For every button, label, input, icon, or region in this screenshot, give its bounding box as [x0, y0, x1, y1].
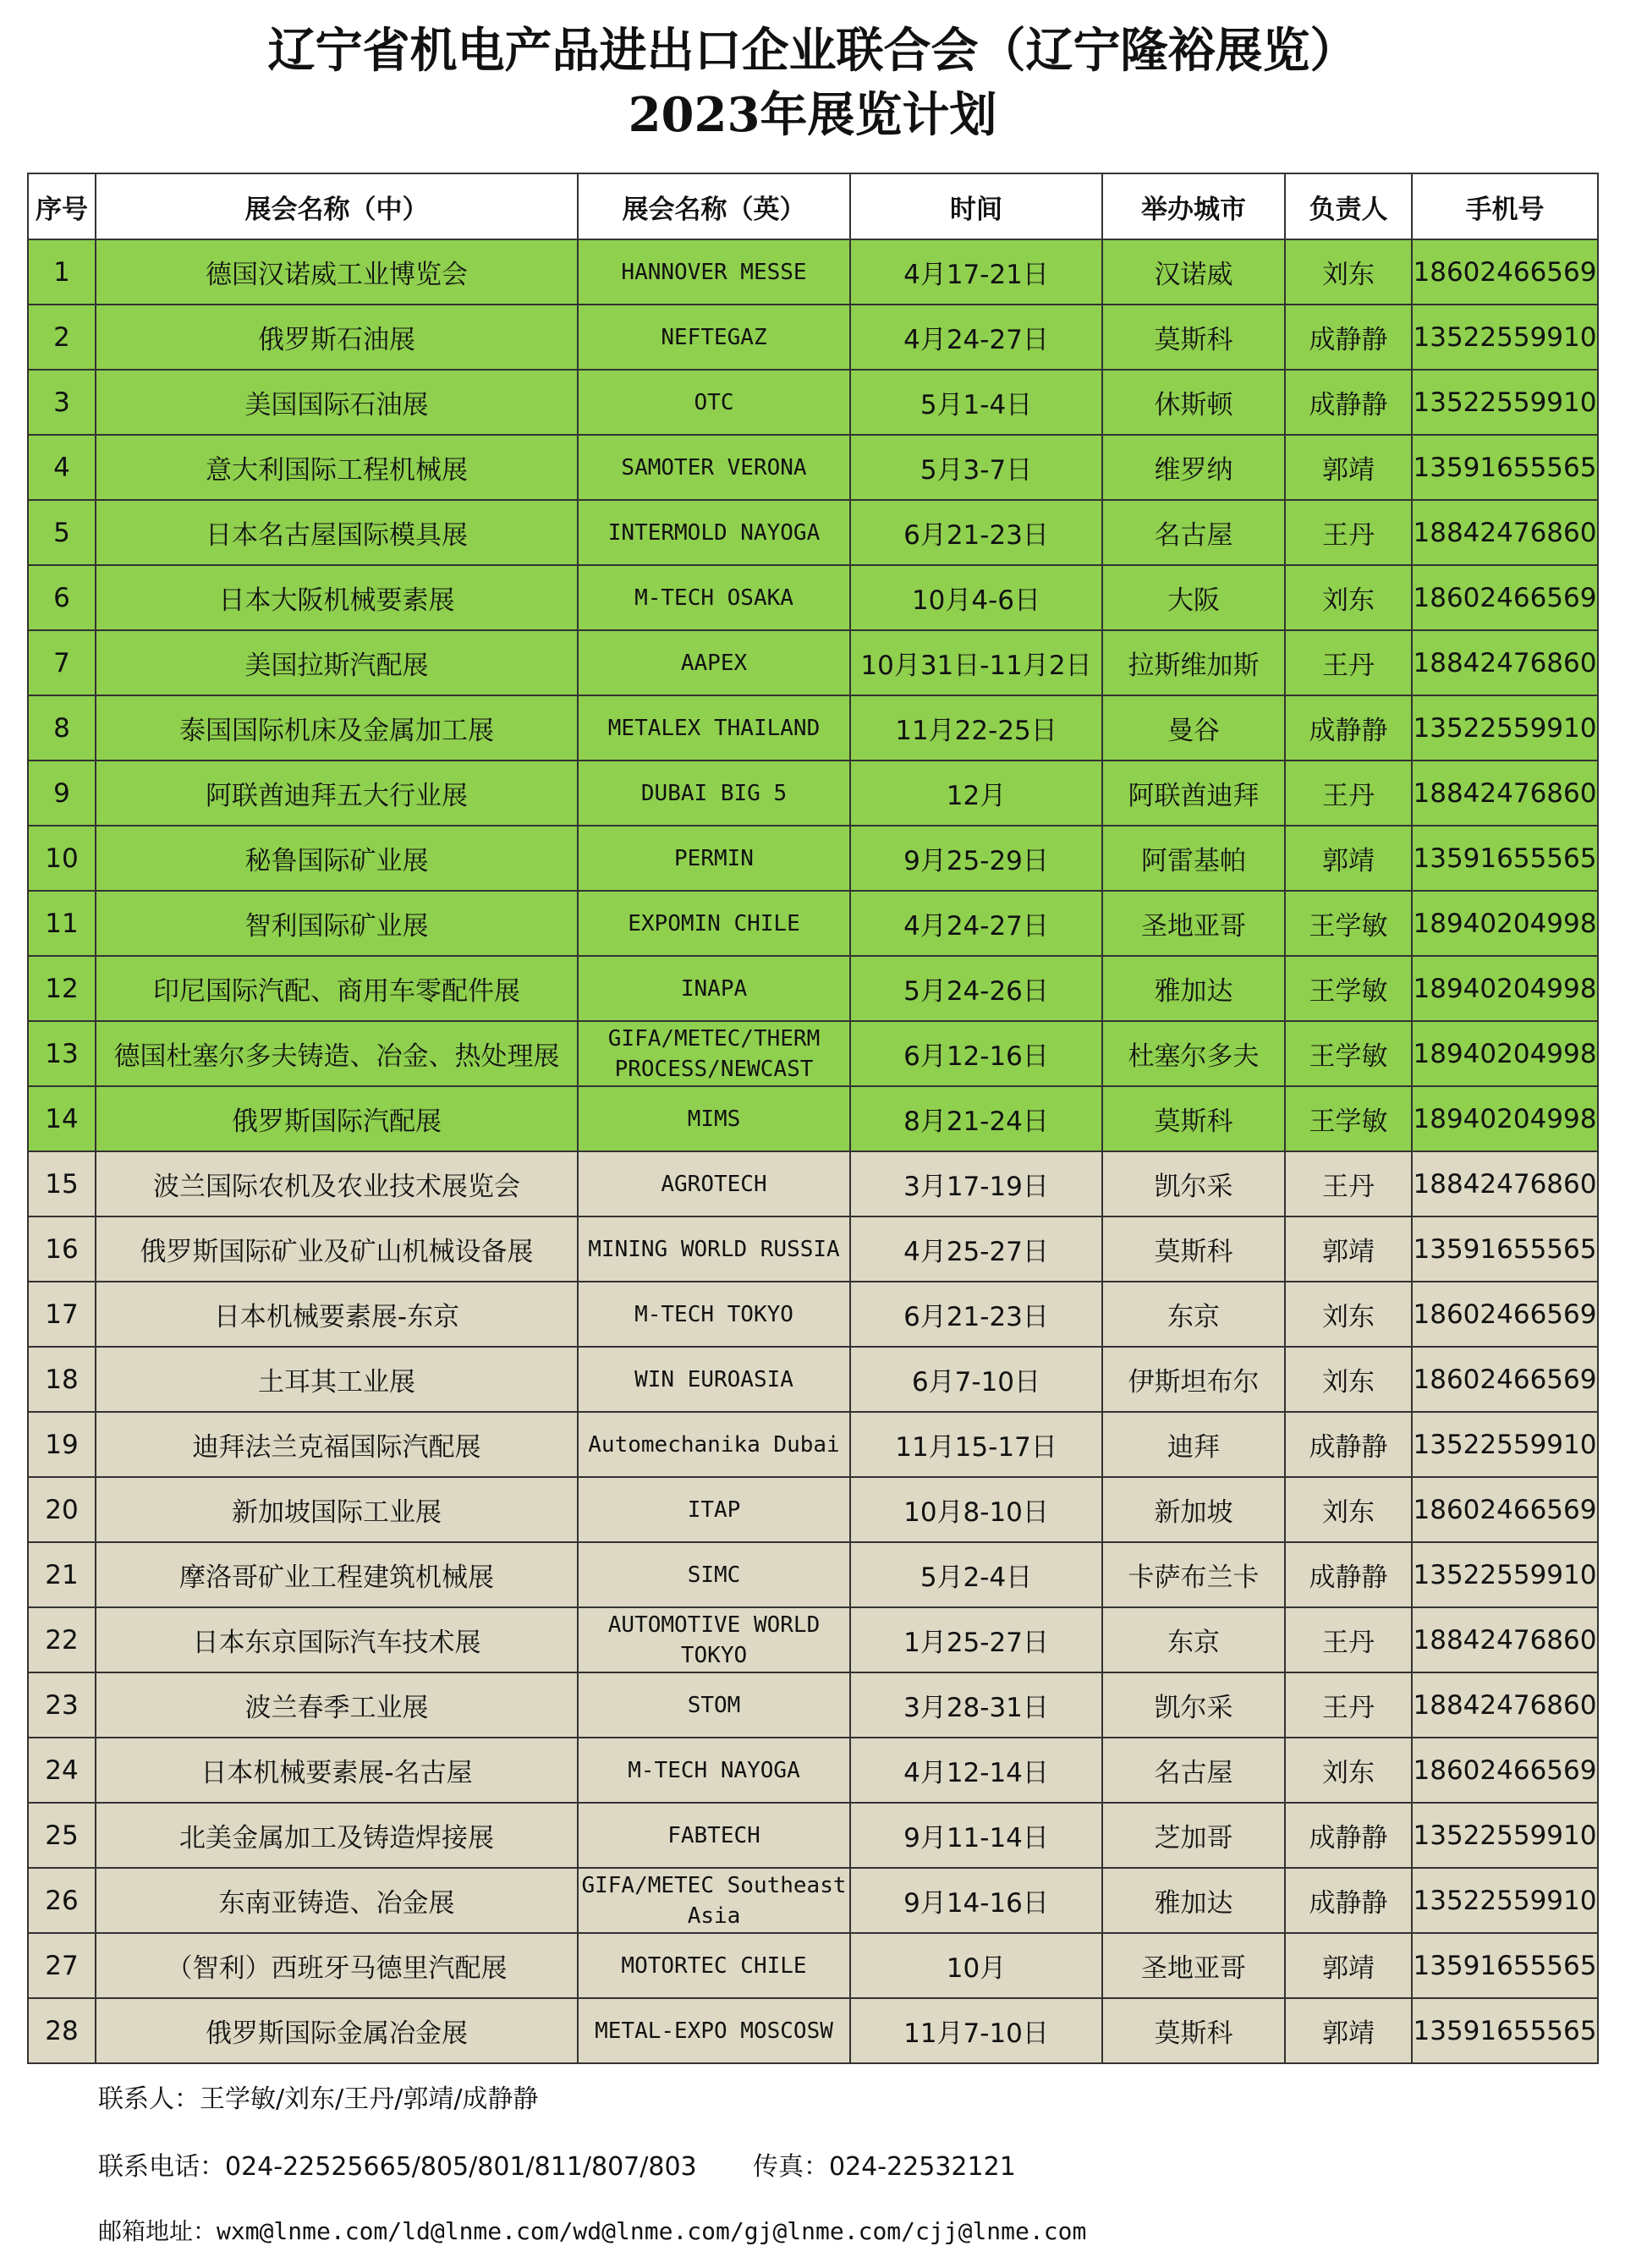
- cell-name-en: METAL-EXPO MOSCOSW: [578, 1998, 850, 2063]
- table-row: [28, 1347, 1598, 1412]
- cell-phone: 18602466569: [1412, 565, 1598, 630]
- table-row: [28, 1607, 1598, 1672]
- cell-time: 4月24-27日: [850, 305, 1102, 370]
- table-row: [28, 1933, 1598, 1998]
- cell-time: 10月4-6日: [850, 565, 1102, 630]
- cell-time: 11月7-10日: [850, 1998, 1102, 2063]
- cell-phone: 18602466569: [1412, 1477, 1598, 1542]
- cell-no: 18: [28, 1347, 96, 1412]
- cell-time: 4月25-27日: [850, 1216, 1102, 1282]
- cell-phone: 18842476860: [1412, 1151, 1598, 1216]
- cell-city: 雅加达: [1102, 956, 1285, 1021]
- cell-city: 圣地亚哥: [1102, 891, 1285, 956]
- cell-person: 郭靖: [1285, 1933, 1412, 1998]
- table-row: [28, 305, 1598, 370]
- cell-name-en: SAMOTER VERONA: [578, 435, 850, 500]
- cell-city: 新加坡: [1102, 1477, 1285, 1542]
- header-phone: 手机号: [1412, 173, 1598, 239]
- cell-city: 东京: [1102, 1607, 1285, 1672]
- cell-phone: 18602466569: [1412, 1282, 1598, 1347]
- cell-phone: 18842476860: [1412, 500, 1598, 565]
- cell-name-en: ITAP: [578, 1477, 850, 1542]
- cell-name-cn: 德国汉诺威工业博览会: [96, 239, 578, 305]
- cell-time: 6月7-10日: [850, 1347, 1102, 1412]
- page-title-line2: 2023年展览计划: [628, 87, 997, 143]
- cell-no: 26: [28, 1868, 96, 1933]
- cell-phone: 18842476860: [1412, 630, 1598, 695]
- cell-name-en: STOM: [578, 1672, 850, 1738]
- cell-person: 王学敏: [1285, 1021, 1412, 1086]
- cell-no: 22: [28, 1607, 96, 1672]
- cell-name-cn: 日本名古屋国际模具展: [96, 500, 578, 565]
- cell-person: 王学敏: [1285, 1086, 1412, 1151]
- header-person: 负责人: [1285, 173, 1412, 239]
- cell-name-en: MINING WORLD RUSSIA: [578, 1216, 850, 1282]
- cell-person: 王学敏: [1285, 891, 1412, 956]
- footer-contacts: 联系人：王学敏/刘东/王丹/郭靖/成静静: [98, 2084, 539, 2114]
- cell-phone: 18940204998: [1412, 956, 1598, 1021]
- cell-person: 成静静: [1285, 370, 1412, 435]
- cell-city: 阿雷基帕: [1102, 826, 1285, 891]
- table-header-row: [28, 173, 1598, 239]
- header-city: 举办城市: [1102, 173, 1285, 239]
- cell-city: 名古屋: [1102, 500, 1285, 565]
- footer-phone: 联系电话：024-22525665/805/801/811/807/803: [98, 2152, 697, 2182]
- cell-city: 莫斯科: [1102, 1216, 1285, 1282]
- table-row: [28, 1216, 1598, 1282]
- cell-time: 5月1-4日: [850, 370, 1102, 435]
- table-row: [28, 1542, 1598, 1607]
- cell-city: 名古屋: [1102, 1738, 1285, 1803]
- cell-person: 成静静: [1285, 1542, 1412, 1607]
- header-name-en: 展会名称（英）: [578, 173, 850, 239]
- table-row: [28, 761, 1598, 826]
- cell-person: 刘东: [1285, 1738, 1412, 1803]
- header-no: 序号: [28, 173, 96, 239]
- cell-city: 汉诺威: [1102, 239, 1285, 305]
- table-row: [28, 435, 1598, 500]
- cell-name-en: FABTECH: [578, 1803, 850, 1868]
- cell-name-en: MIMS: [578, 1086, 850, 1151]
- cell-time: 5月3-7日: [850, 435, 1102, 500]
- cell-name-en: SIMC: [578, 1542, 850, 1607]
- cell-time: 9月25-29日: [850, 826, 1102, 891]
- cell-city: 阿联酋迪拜: [1102, 761, 1285, 826]
- cell-time: 1月25-27日: [850, 1607, 1102, 1672]
- table-row: [28, 1477, 1598, 1542]
- cell-no: 24: [28, 1738, 96, 1803]
- cell-no: 8: [28, 695, 96, 761]
- cell-phone: 13522559910: [1412, 1542, 1598, 1607]
- cell-name-cn: 美国国际石油展: [96, 370, 578, 435]
- cell-name-en: GIFA/METEC Southeast Asia: [578, 1868, 850, 1933]
- cell-city: 维罗纳: [1102, 435, 1285, 500]
- table-body: [28, 239, 1598, 2063]
- cell-time: 10月: [850, 1933, 1102, 1998]
- cell-name-en: OTC: [578, 370, 850, 435]
- footer-fax: 传真：024-22532121: [753, 2152, 1016, 2182]
- cell-time: 6月21-23日: [850, 500, 1102, 565]
- cell-person: 刘东: [1285, 1477, 1412, 1542]
- cell-time: 10月31日-11月2日: [850, 630, 1102, 695]
- cell-no: 2: [28, 305, 96, 370]
- cell-name-cn: 德国杜塞尔多夫铸造、冶金、热处理展: [96, 1021, 578, 1086]
- table-row: [28, 1803, 1598, 1868]
- cell-phone: 18602466569: [1412, 1738, 1598, 1803]
- cell-phone: 18842476860: [1412, 761, 1598, 826]
- cell-name-cn: 日本机械要素展-名古屋: [96, 1738, 578, 1803]
- cell-name-cn: 俄罗斯国际金属冶金展: [96, 1998, 578, 2063]
- cell-time: 6月21-23日: [850, 1282, 1102, 1347]
- cell-city: 曼谷: [1102, 695, 1285, 761]
- cell-phone: 13522559910: [1412, 305, 1598, 370]
- cell-no: 27: [28, 1933, 96, 1998]
- cell-phone: 13591655565: [1412, 826, 1598, 891]
- cell-name-en: INTERMOLD NAYOGA: [578, 500, 850, 565]
- cell-name-cn: 波兰春季工业展: [96, 1672, 578, 1738]
- cell-name-cn: 意大利国际工程机械展: [96, 435, 578, 500]
- cell-phone: 13591655565: [1412, 1933, 1598, 1998]
- cell-no: 20: [28, 1477, 96, 1542]
- cell-city: 凯尔采: [1102, 1151, 1285, 1216]
- cell-no: 12: [28, 956, 96, 1021]
- cell-city: 芝加哥: [1102, 1803, 1285, 1868]
- cell-no: 9: [28, 761, 96, 826]
- cell-name-cn: 印尼国际汽配、商用车零配件展: [96, 956, 578, 1021]
- cell-city: 莫斯科: [1102, 1998, 1285, 2063]
- cell-city: 东京: [1102, 1282, 1285, 1347]
- cell-name-en: NEFTEGAZ: [578, 305, 850, 370]
- table-row: [28, 1412, 1598, 1477]
- cell-name-cn: 土耳其工业展: [96, 1347, 578, 1412]
- table-row: [28, 956, 1598, 1021]
- cell-name-en: WIN EUROASIA: [578, 1347, 850, 1412]
- cell-time: 5月24-26日: [850, 956, 1102, 1021]
- cell-no: 16: [28, 1216, 96, 1282]
- cell-phone: 18842476860: [1412, 1607, 1598, 1672]
- cell-name-cn: 北美金属加工及铸造焊接展: [96, 1803, 578, 1868]
- exhibition-table: [27, 173, 1599, 2064]
- page-title-line1: 辽宁省机电产品进出口企业联合会（辽宁隆裕展览）: [267, 23, 1358, 79]
- table-row: [28, 1086, 1598, 1151]
- header-name-cn: 展会名称（中）: [96, 173, 578, 239]
- cell-name-en: M-TECH NAYOGA: [578, 1738, 850, 1803]
- cell-no: 14: [28, 1086, 96, 1151]
- table-row: [28, 1672, 1598, 1738]
- cell-phone: 13522559910: [1412, 1868, 1598, 1933]
- cell-name-cn: 阿联酋迪拜五大行业展: [96, 761, 578, 826]
- cell-name-cn: 俄罗斯国际矿业及矿山机械设备展: [96, 1216, 578, 1282]
- cell-name-cn: 秘鲁国际矿业展: [96, 826, 578, 891]
- cell-no: 17: [28, 1282, 96, 1347]
- cell-phone: 13591655565: [1412, 1216, 1598, 1282]
- cell-name-en: Automechanika Dubai: [578, 1412, 850, 1477]
- cell-name-en: EXPOMIN CHILE: [578, 891, 850, 956]
- cell-person: 郭靖: [1285, 1216, 1412, 1282]
- cell-name-cn: 日本机械要素展-东京: [96, 1282, 578, 1347]
- table-row: [28, 1282, 1598, 1347]
- cell-city: 圣地亚哥: [1102, 1933, 1285, 1998]
- cell-name-en: GIFA/METEC/THERM PROCESS/NEWCAST: [578, 1021, 850, 1086]
- cell-time: 5月2-4日: [850, 1542, 1102, 1607]
- cell-name-cn: 波兰国际农机及农业技术展览会: [96, 1151, 578, 1216]
- cell-city: 卡萨布兰卡: [1102, 1542, 1285, 1607]
- cell-time: 9月11-14日: [850, 1803, 1102, 1868]
- cell-person: 刘东: [1285, 1282, 1412, 1347]
- cell-person: 王学敏: [1285, 956, 1412, 1021]
- cell-phone: 13522559910: [1412, 1412, 1598, 1477]
- table-row: [28, 630, 1598, 695]
- cell-no: 11: [28, 891, 96, 956]
- table-row: [28, 1021, 1598, 1086]
- cell-city: 伊斯坦布尔: [1102, 1347, 1285, 1412]
- cell-name-en: AAPEX: [578, 630, 850, 695]
- table-row: [28, 500, 1598, 565]
- cell-name-cn: 日本大阪机械要素展: [96, 565, 578, 630]
- cell-time: 3月17-19日: [850, 1151, 1102, 1216]
- cell-no: 10: [28, 826, 96, 891]
- cell-no: 3: [28, 370, 96, 435]
- cell-city: 凯尔采: [1102, 1672, 1285, 1738]
- cell-person: 王丹: [1285, 500, 1412, 565]
- table-row: [28, 1738, 1598, 1803]
- cell-person: 刘东: [1285, 565, 1412, 630]
- cell-person: 郭靖: [1285, 1998, 1412, 2063]
- cell-name-cn: 摩洛哥矿业工程建筑机械展: [96, 1542, 578, 1607]
- cell-name-cn: 迪拜法兰克福国际汽配展: [96, 1412, 578, 1477]
- cell-time: 12月: [850, 761, 1102, 826]
- cell-name-en: AGROTECH: [578, 1151, 850, 1216]
- cell-name-cn: 美国拉斯汽配展: [96, 630, 578, 695]
- cell-name-en: M-TECH TOKYO: [578, 1282, 850, 1347]
- cell-name-en: INAPA: [578, 956, 850, 1021]
- cell-city: 杜塞尔多夫: [1102, 1021, 1285, 1086]
- cell-no: 5: [28, 500, 96, 565]
- cell-name-cn: 东南亚铸造、冶金展: [96, 1868, 578, 1933]
- cell-name-cn: 新加坡国际工业展: [96, 1477, 578, 1542]
- cell-name-en: METALEX THAILAND: [578, 695, 850, 761]
- cell-no: 25: [28, 1803, 96, 1868]
- cell-time: 11月22-25日: [850, 695, 1102, 761]
- table-row: [28, 891, 1598, 956]
- cell-phone: 18940204998: [1412, 1021, 1598, 1086]
- cell-no: 19: [28, 1412, 96, 1477]
- cell-time: 4月12-14日: [850, 1738, 1102, 1803]
- header-time: 时间: [850, 173, 1102, 239]
- cell-no: 13: [28, 1021, 96, 1086]
- cell-name-en: M-TECH OSAKA: [578, 565, 850, 630]
- cell-no: 15: [28, 1151, 96, 1216]
- cell-time: 4月17-21日: [850, 239, 1102, 305]
- cell-phone: 18940204998: [1412, 891, 1598, 956]
- cell-person: 成静静: [1285, 695, 1412, 761]
- cell-city: 休斯顿: [1102, 370, 1285, 435]
- cell-time: 3月28-31日: [850, 1672, 1102, 1738]
- cell-time: 10月8-10日: [850, 1477, 1102, 1542]
- cell-person: 成静静: [1285, 305, 1412, 370]
- cell-time: 4月24-27日: [850, 891, 1102, 956]
- table-row: [28, 1868, 1598, 1933]
- cell-no: 21: [28, 1542, 96, 1607]
- cell-person: 王丹: [1285, 1672, 1412, 1738]
- table-row: [28, 565, 1598, 630]
- footer-email: 邮箱地址：wxm@lnme.com/ld@lnme.com/wd@lnme.com/gj@lnme.com/cjj@lnme.com: [98, 2217, 1087, 2245]
- cell-phone: 13591655565: [1412, 1998, 1598, 2063]
- cell-person: 刘东: [1285, 239, 1412, 305]
- cell-name-cn: 俄罗斯国际汽配展: [96, 1086, 578, 1151]
- table-row: [28, 826, 1598, 891]
- cell-phone: 18940204998: [1412, 1086, 1598, 1151]
- cell-no: 4: [28, 435, 96, 500]
- cell-time: 11月15-17日: [850, 1412, 1102, 1477]
- cell-person: 郭靖: [1285, 435, 1412, 500]
- cell-name-cn: 日本东京国际汽车技术展: [96, 1607, 578, 1672]
- cell-city: 莫斯科: [1102, 1086, 1285, 1151]
- cell-person: 王丹: [1285, 1607, 1412, 1672]
- cell-no: 6: [28, 565, 96, 630]
- cell-city: 莫斯科: [1102, 305, 1285, 370]
- cell-phone: 18602466569: [1412, 1347, 1598, 1412]
- cell-time: 8月21-24日: [850, 1086, 1102, 1151]
- cell-phone: 13522559910: [1412, 370, 1598, 435]
- cell-name-cn: （智利）西班牙马德里汽配展: [96, 1933, 578, 1998]
- cell-name-en: MOTORTEC CHILE: [578, 1933, 850, 1998]
- cell-phone: 18842476860: [1412, 1672, 1598, 1738]
- cell-city: 大阪: [1102, 565, 1285, 630]
- cell-person: 郭靖: [1285, 826, 1412, 891]
- table-row: [28, 695, 1598, 761]
- cell-phone: 18602466569: [1412, 239, 1598, 305]
- cell-person: 刘东: [1285, 1347, 1412, 1412]
- cell-person: 王丹: [1285, 761, 1412, 826]
- cell-name-en: DUBAI BIG 5: [578, 761, 850, 826]
- cell-name-cn: 智利国际矿业展: [96, 891, 578, 956]
- cell-name-cn: 泰国国际机床及金属加工展: [96, 695, 578, 761]
- cell-person: 成静静: [1285, 1412, 1412, 1477]
- cell-no: 7: [28, 630, 96, 695]
- cell-person: 王丹: [1285, 630, 1412, 695]
- cell-person: 成静静: [1285, 1868, 1412, 1933]
- cell-city: 拉斯维加斯: [1102, 630, 1285, 695]
- cell-name-en: AUTOMOTIVE WORLD TOKYO: [578, 1607, 850, 1672]
- cell-time: 6月12-16日: [850, 1021, 1102, 1086]
- cell-person: 王丹: [1285, 1151, 1412, 1216]
- cell-no: 28: [28, 1998, 96, 2063]
- cell-city: 雅加达: [1102, 1868, 1285, 1933]
- cell-name-cn: 俄罗斯石油展: [96, 305, 578, 370]
- cell-no: 1: [28, 239, 96, 305]
- cell-no: 23: [28, 1672, 96, 1738]
- cell-time: 9月14-16日: [850, 1868, 1102, 1933]
- cell-name-en: HANNOVER MESSE: [578, 239, 850, 305]
- cell-phone: 13591655565: [1412, 435, 1598, 500]
- table-row: [28, 239, 1598, 305]
- table-row: [28, 370, 1598, 435]
- cell-person: 成静静: [1285, 1803, 1412, 1868]
- cell-phone: 13522559910: [1412, 695, 1598, 761]
- cell-name-en: PERMIN: [578, 826, 850, 891]
- table-row: [28, 1151, 1598, 1216]
- cell-phone: 13522559910: [1412, 1803, 1598, 1868]
- cell-city: 迪拜: [1102, 1412, 1285, 1477]
- table-row: [28, 1998, 1598, 2063]
